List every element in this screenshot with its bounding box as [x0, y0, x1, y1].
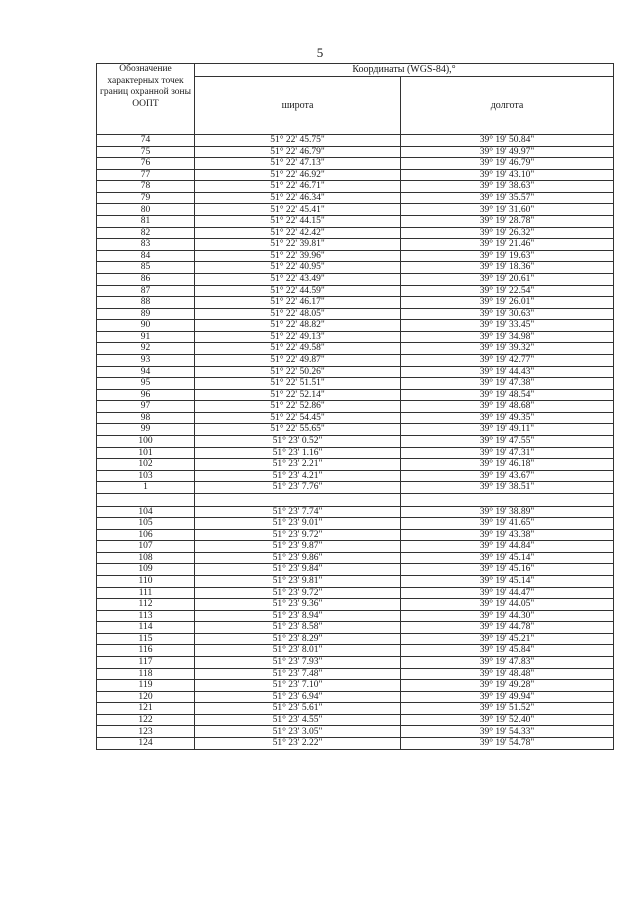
page-number: 5: [316, 45, 324, 60]
longitude-cell: 39° 19' 44.47": [401, 587, 614, 599]
table-row: [97, 726, 614, 738]
point-number-cell: 102: [97, 459, 195, 471]
table-row: [97, 366, 614, 378]
longitude-cell: 39° 19' 49.97": [401, 146, 614, 158]
longitude-cell: 39° 19' 44.84": [401, 541, 614, 553]
table-row: [97, 331, 614, 343]
table-row: [97, 633, 614, 645]
point-number-cell: 85: [97, 262, 195, 274]
latitude-cell: 51° 22' 40.95": [195, 262, 401, 274]
table-row: [97, 181, 614, 193]
table-row: [97, 192, 614, 204]
table-row: [97, 680, 614, 692]
point-number-cell: 111: [97, 587, 195, 599]
header-coordinates: Координаты (WGS-84),°: [195, 64, 614, 77]
latitude-cell: 51° 22' 39.81": [195, 239, 401, 251]
latitude-cell: 51° 23' 9.72": [195, 587, 401, 599]
table-row: [97, 401, 614, 413]
latitude-cell: 51° 23' 2.22": [195, 738, 401, 750]
table-row: [97, 459, 614, 471]
point-number-cell: 99: [97, 424, 195, 436]
latitude-cell: 51° 22' 47.13": [195, 158, 401, 170]
table-row: [97, 622, 614, 634]
table-row: [97, 285, 614, 297]
latitude-cell: 51° 22' 49.13": [195, 331, 401, 343]
point-number-cell: 91: [97, 331, 195, 343]
latitude-cell: 51° 23' 3.05": [195, 726, 401, 738]
point-number-cell: 124: [97, 738, 195, 750]
empty-cell: [195, 493, 401, 506]
longitude-cell: 39° 19' 18.36": [401, 262, 614, 274]
point-number-cell: 118: [97, 668, 195, 680]
table-row: [97, 564, 614, 576]
latitude-cell: 51° 22' 46.79": [195, 146, 401, 158]
point-number-cell: 76: [97, 158, 195, 170]
point-number-cell: 80: [97, 204, 195, 216]
latitude-cell: 51° 22' 43.49": [195, 273, 401, 285]
latitude-cell: 51° 22' 52.14": [195, 389, 401, 401]
point-number-cell: 86: [97, 273, 195, 285]
latitude-cell: 51° 22' 45.75": [195, 135, 401, 147]
point-number-cell: 89: [97, 308, 195, 320]
latitude-cell: 51° 22' 46.17": [195, 297, 401, 309]
point-number-cell: 98: [97, 412, 195, 424]
longitude-cell: 39° 19' 49.35": [401, 412, 614, 424]
latitude-cell: 51° 23' 8.29": [195, 633, 401, 645]
table-row: [97, 447, 614, 459]
longitude-cell: 39° 19' 50.84": [401, 135, 614, 147]
point-number-cell: 78: [97, 181, 195, 193]
longitude-cell: 39° 19' 41.65": [401, 518, 614, 530]
point-number-cell: 117: [97, 657, 195, 669]
point-number-cell: 90: [97, 320, 195, 332]
longitude-cell: 39° 19' 19.63": [401, 250, 614, 262]
table-row: [97, 529, 614, 541]
latitude-cell: 51° 23' 7.48": [195, 668, 401, 680]
table-row: [97, 204, 614, 216]
latitude-cell: 51° 23' 0.52": [195, 436, 401, 448]
point-number-cell: 84: [97, 250, 195, 262]
point-number-cell: 87: [97, 285, 195, 297]
latitude-cell: 51° 22' 45.41": [195, 204, 401, 216]
point-number-cell: 1: [97, 482, 195, 494]
header-latitude: широта: [195, 77, 401, 135]
longitude-cell: 39° 19' 39.32": [401, 343, 614, 355]
table-row: [97, 482, 614, 494]
empty-cell: [401, 493, 614, 506]
longitude-cell: 39° 19' 45.16": [401, 564, 614, 576]
latitude-cell: 51° 22' 55.65": [195, 424, 401, 436]
table-row: [97, 378, 614, 390]
point-number-cell: 75: [97, 146, 195, 158]
point-number-cell: 109: [97, 564, 195, 576]
empty-cell: [97, 493, 195, 506]
longitude-cell: 39° 19' 20.61": [401, 273, 614, 285]
point-number-cell: 104: [97, 506, 195, 518]
latitude-cell: 51° 23' 7.76": [195, 482, 401, 494]
table-row: [97, 657, 614, 669]
point-number-cell: 115: [97, 633, 195, 645]
longitude-cell: 39° 19' 30.63": [401, 308, 614, 320]
latitude-cell: 51° 22' 39.96": [195, 250, 401, 262]
separator-row: [97, 493, 614, 506]
table-row: [97, 169, 614, 181]
table-row: [97, 343, 614, 355]
point-number-cell: 82: [97, 227, 195, 239]
longitude-cell: 39° 19' 43.38": [401, 529, 614, 541]
point-number-cell: 93: [97, 354, 195, 366]
latitude-cell: 51° 23' 7.10": [195, 680, 401, 692]
latitude-cell: 51° 23' 8.01": [195, 645, 401, 657]
latitude-cell: 51° 22' 44.59": [195, 285, 401, 297]
table-row: [97, 506, 614, 518]
latitude-cell: 51° 22' 54.45": [195, 412, 401, 424]
latitude-cell: 51° 22' 46.71": [195, 181, 401, 193]
table-row: [97, 575, 614, 587]
latitude-cell: 51° 22' 48.82": [195, 320, 401, 332]
longitude-cell: 39° 19' 52.40": [401, 714, 614, 726]
longitude-cell: 39° 19' 48.68": [401, 401, 614, 413]
table-row: [97, 320, 614, 332]
point-number-cell: 121: [97, 703, 195, 715]
point-number-cell: 95: [97, 378, 195, 390]
longitude-cell: 39° 19' 26.32": [401, 227, 614, 239]
longitude-cell: 39° 19' 45.14": [401, 575, 614, 587]
latitude-cell: 51° 23' 6.94": [195, 691, 401, 703]
longitude-cell: 39° 19' 38.51": [401, 482, 614, 494]
longitude-cell: 39° 19' 33.45": [401, 320, 614, 332]
longitude-cell: 39° 19' 43.10": [401, 169, 614, 181]
table-row: [97, 599, 614, 611]
latitude-cell: 51° 23' 9.81": [195, 575, 401, 587]
table-row: [97, 354, 614, 366]
point-number-cell: 74: [97, 135, 195, 147]
header-longitude: долгота: [401, 77, 614, 135]
longitude-cell: 39° 19' 49.11": [401, 424, 614, 436]
point-number-cell: 88: [97, 297, 195, 309]
table-row: [97, 412, 614, 424]
longitude-cell: 39° 19' 51.52": [401, 703, 614, 715]
table-row: [97, 250, 614, 262]
table-row: [97, 714, 614, 726]
longitude-cell: 39° 19' 22.54": [401, 285, 614, 297]
header-point-designation: Обозначение характерных точек границ охранной зоны ООПТ: [97, 64, 195, 135]
table-row: [97, 691, 614, 703]
table-row: [97, 436, 614, 448]
table-row: [97, 389, 614, 401]
latitude-cell: 51° 23' 1.16": [195, 447, 401, 459]
latitude-cell: 51° 23' 7.74": [195, 506, 401, 518]
latitude-cell: 51° 23' 4.21": [195, 470, 401, 482]
point-number-cell: 114: [97, 622, 195, 634]
latitude-cell: 51° 23' 8.94": [195, 610, 401, 622]
latitude-cell: 51° 22' 48.05": [195, 308, 401, 320]
longitude-cell: 39° 19' 21.46": [401, 239, 614, 251]
latitude-cell: 51° 22' 49.58": [195, 343, 401, 355]
longitude-cell: 39° 19' 31.60": [401, 204, 614, 216]
longitude-cell: 39° 19' 45.14": [401, 552, 614, 564]
longitude-cell: 39° 19' 38.89": [401, 506, 614, 518]
point-number-cell: 116: [97, 645, 195, 657]
table-row: [97, 610, 614, 622]
latitude-cell: 51° 23' 9.87": [195, 541, 401, 553]
latitude-cell: 51° 22' 46.92": [195, 169, 401, 181]
latitude-cell: 51° 23' 2.21": [195, 459, 401, 471]
longitude-cell: 39° 19' 44.78": [401, 622, 614, 634]
point-number-cell: 77: [97, 169, 195, 181]
longitude-cell: 39° 19' 46.18": [401, 459, 614, 471]
table-row: [97, 308, 614, 320]
longitude-cell: 39° 19' 43.67": [401, 470, 614, 482]
latitude-cell: 51° 23' 4.55": [195, 714, 401, 726]
point-number-cell: 96: [97, 389, 195, 401]
table-header: [97, 64, 614, 135]
longitude-cell: 39° 19' 49.28": [401, 680, 614, 692]
longitude-cell: 39° 19' 48.48": [401, 668, 614, 680]
latitude-cell: 51° 23' 9.86": [195, 552, 401, 564]
table-row: [97, 541, 614, 553]
point-number-cell: 123: [97, 726, 195, 738]
longitude-cell: 39° 19' 45.21": [401, 633, 614, 645]
table-row: [97, 470, 614, 482]
point-number-cell: 94: [97, 366, 195, 378]
table-row: [97, 738, 614, 750]
latitude-cell: 51° 23' 7.93": [195, 657, 401, 669]
point-number-cell: 97: [97, 401, 195, 413]
latitude-cell: 51° 23' 9.01": [195, 518, 401, 530]
table-row: [97, 703, 614, 715]
latitude-cell: 51° 23' 9.72": [195, 529, 401, 541]
point-number-cell: 119: [97, 680, 195, 692]
table-row: [97, 645, 614, 657]
table-row: [97, 297, 614, 309]
table-row: [97, 135, 614, 147]
longitude-cell: 39° 19' 44.05": [401, 599, 614, 611]
point-number-cell: 122: [97, 714, 195, 726]
longitude-cell: 39° 19' 46.79": [401, 158, 614, 170]
point-number-cell: 81: [97, 216, 195, 228]
longitude-cell: 39° 19' 47.55": [401, 436, 614, 448]
table-row: [97, 424, 614, 436]
point-number-cell: 100: [97, 436, 195, 448]
latitude-cell: 51° 22' 52.86": [195, 401, 401, 413]
longitude-cell: 39° 19' 44.30": [401, 610, 614, 622]
longitude-cell: 39° 19' 38.63": [401, 181, 614, 193]
longitude-cell: 39° 19' 47.38": [401, 378, 614, 390]
longitude-cell: 39° 19' 26.01": [401, 297, 614, 309]
table-row: [97, 158, 614, 170]
point-number-cell: 105: [97, 518, 195, 530]
coordinates-table: [96, 63, 614, 750]
table-row: [97, 518, 614, 530]
longitude-cell: 39° 19' 47.31": [401, 447, 614, 459]
latitude-cell: 51° 23' 5.61": [195, 703, 401, 715]
longitude-cell: 39° 19' 34.98": [401, 331, 614, 343]
latitude-cell: 51° 23' 8.58": [195, 622, 401, 634]
latitude-cell: 51° 22' 49.87": [195, 354, 401, 366]
point-number-cell: 92: [97, 343, 195, 355]
latitude-cell: 51° 22' 50.26": [195, 366, 401, 378]
longitude-cell: 39° 19' 48.54": [401, 389, 614, 401]
point-number-cell: 106: [97, 529, 195, 541]
longitude-cell: 39° 19' 45.84": [401, 645, 614, 657]
longitude-cell: 39° 19' 49.94": [401, 691, 614, 703]
latitude-cell: 51° 22' 42.42": [195, 227, 401, 239]
latitude-cell: 51° 22' 51.51": [195, 378, 401, 390]
table-row: [97, 146, 614, 158]
table-row: [97, 216, 614, 228]
table-row: [97, 668, 614, 680]
longitude-cell: 39° 19' 35.57": [401, 192, 614, 204]
latitude-cell: 51° 22' 44.15": [195, 216, 401, 228]
table-row: [97, 262, 614, 274]
point-number-cell: 110: [97, 575, 195, 587]
point-number-cell: 112: [97, 599, 195, 611]
point-number-cell: 113: [97, 610, 195, 622]
point-number-cell: 83: [97, 239, 195, 251]
latitude-cell: 51° 23' 9.36": [195, 599, 401, 611]
point-number-cell: 101: [97, 447, 195, 459]
point-number-cell: 120: [97, 691, 195, 703]
longitude-cell: 39° 19' 54.33": [401, 726, 614, 738]
point-number-cell: 103: [97, 470, 195, 482]
longitude-cell: 39° 19' 47.83": [401, 657, 614, 669]
point-number-cell: 107: [97, 541, 195, 553]
table-row: [97, 587, 614, 599]
table-row: [97, 239, 614, 251]
longitude-cell: 39° 19' 54.78": [401, 738, 614, 750]
table-body: [97, 135, 614, 750]
point-number-cell: 108: [97, 552, 195, 564]
latitude-cell: 51° 22' 46.34": [195, 192, 401, 204]
table-row: [97, 227, 614, 239]
longitude-cell: 39° 19' 42.77": [401, 354, 614, 366]
longitude-cell: 39° 19' 44.43": [401, 366, 614, 378]
latitude-cell: 51° 23' 9.84": [195, 564, 401, 576]
longitude-cell: 39° 19' 28.78": [401, 216, 614, 228]
point-number-cell: 79: [97, 192, 195, 204]
table-row: [97, 273, 614, 285]
table-row: [97, 552, 614, 564]
